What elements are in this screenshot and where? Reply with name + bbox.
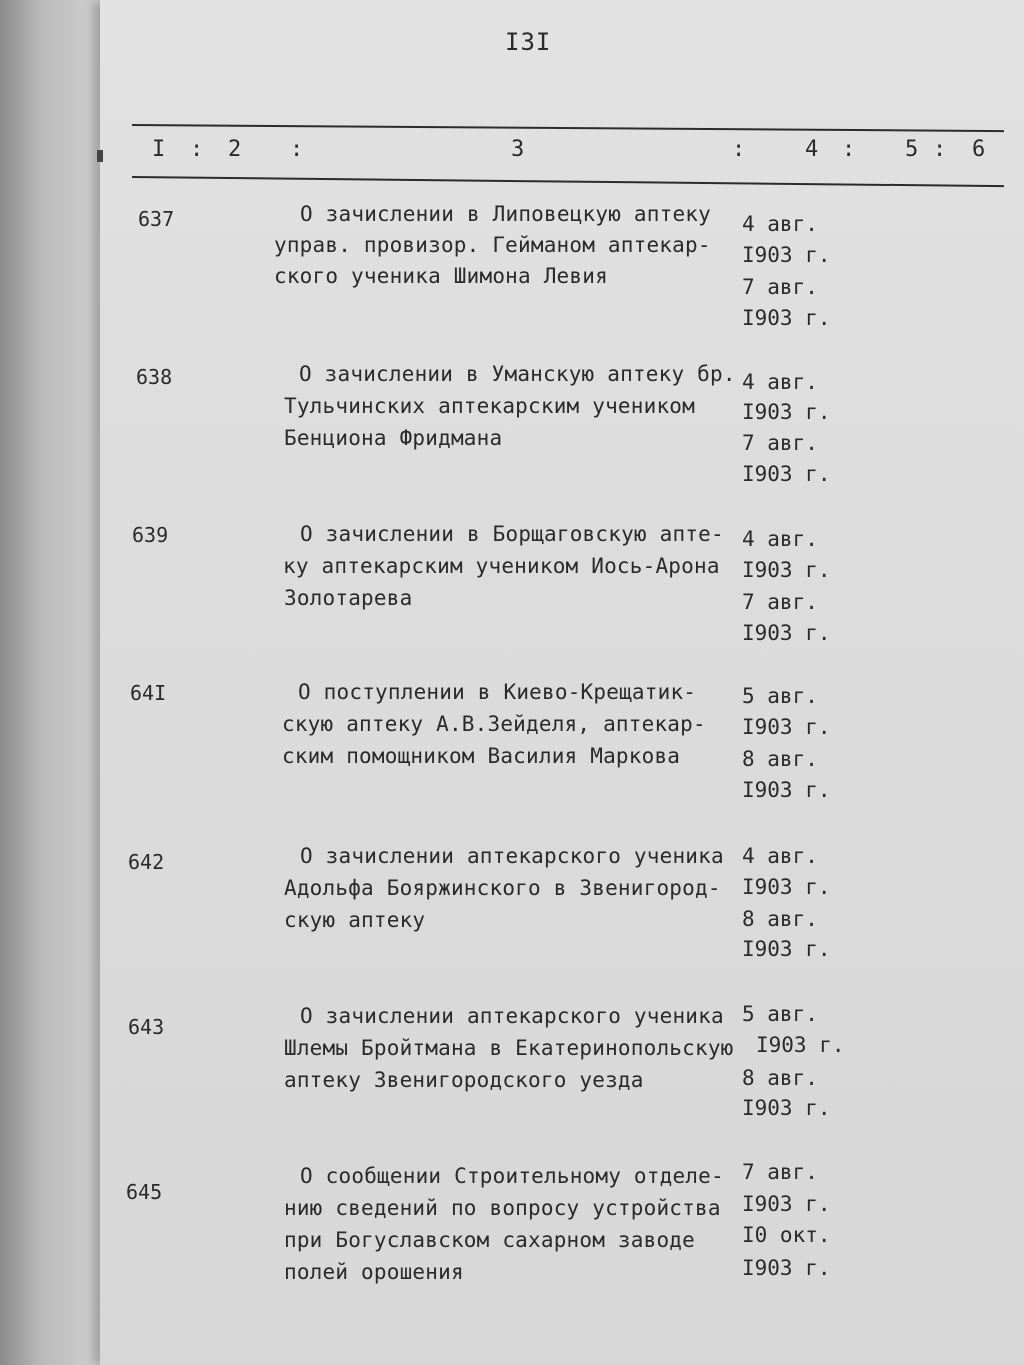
entry-text-line: О сообщении Строительному отделе- — [300, 1164, 724, 1188]
entry-number: 642 — [128, 850, 165, 874]
header-sep-5: : — [933, 137, 947, 162]
entry-text-line: Бенциона Фридмана — [284, 426, 503, 450]
entry-date: I903 г. — [742, 462, 831, 486]
entry-date: 5 авг. — [742, 1002, 818, 1026]
header-col-1: I — [152, 137, 166, 162]
header-col-6: 6 — [972, 137, 986, 162]
entry-text-line: Золотарева — [284, 586, 413, 610]
entry-text-line: ским помощником Василия Маркова — [282, 744, 681, 768]
entry-text-line: нию сведений по вопросу устройства — [284, 1196, 721, 1220]
entry-text-line: О зачислении в Уманскую аптеку бр. — [299, 362, 736, 386]
entry-date: I903 г. — [742, 558, 831, 582]
entry-date: I903 г. — [742, 306, 831, 330]
entry-date: 7 авг. — [742, 1160, 818, 1184]
header-col-3: 3 — [511, 137, 525, 162]
entry-number: 638 — [136, 365, 173, 389]
entry-date: I903 г. — [742, 778, 831, 802]
entry-date: I903 г. — [742, 937, 831, 961]
entry-text-line: О зачислении в Липовецкую аптеку — [300, 202, 711, 226]
entry-date: I903 г. — [742, 1096, 831, 1120]
entry-date: I903 г. — [742, 400, 831, 424]
entry-number: 643 — [128, 1015, 165, 1039]
page-number: I3I — [505, 28, 552, 56]
header-col-2: 2 — [228, 137, 242, 162]
entry-text-line: О зачислении аптекарского ученика — [300, 844, 724, 868]
entry-date: 5 авг. — [742, 684, 818, 708]
entry-number: 637 — [138, 207, 175, 231]
entry-text-line: Адольфа Бояржинского в Звенигород- — [284, 876, 721, 900]
entry-text-line: управ. провизор. Гейманом аптекар- — [274, 233, 711, 257]
entry-date: I0 окт. — [742, 1223, 831, 1247]
entry-date: 8 авг. — [742, 1066, 818, 1090]
entry-text-line: скую аптеку А.В.Зейделя, аптекар- — [282, 712, 706, 736]
entry-text-line: Шлемы Бройтмана в Екатеринопольскую — [284, 1036, 734, 1060]
entry-date: I903 г. — [742, 1192, 831, 1216]
header-sep-4: : — [842, 137, 856, 162]
entry-date: 8 авг. — [742, 907, 818, 931]
entry-number: 639 — [132, 523, 169, 547]
entry-date: 7 авг. — [742, 431, 818, 455]
entry-date: 7 авг. — [742, 590, 818, 614]
header-sep-1: : — [190, 137, 204, 162]
entry-text-line: при Богуславском сахарном заводе — [284, 1228, 695, 1252]
entry-date: I903 г. — [742, 1256, 831, 1280]
header-col-5: 5 — [905, 137, 919, 162]
entry-text-line: О зачислении аптекарского ученика — [300, 1004, 724, 1028]
entry-text-line: О зачислении в Борщаговскую апте- — [300, 522, 724, 546]
entry-number: 645 — [126, 1180, 163, 1204]
entry-number: 64I — [130, 681, 167, 705]
header-col-4: 4 — [805, 137, 819, 162]
entry-date: I903 г. — [756, 1033, 845, 1057]
entry-date: 4 авг. — [742, 844, 818, 868]
entry-date: I903 г. — [742, 621, 831, 645]
entry-date: I903 г. — [742, 243, 831, 267]
entry-date: I903 г. — [742, 875, 831, 899]
entry-date: 4 авг. — [742, 527, 818, 551]
entry-date: 8 авг. — [742, 747, 818, 771]
entry-text-line: полей орошения — [284, 1260, 464, 1284]
entry-text-line: аптеку Звенигородского уезда — [284, 1068, 644, 1092]
entry-date: 4 авг. — [742, 212, 818, 236]
entry-text-line: О поступлении в Киево-Крещатик- — [298, 680, 697, 704]
entry-text-line: ского ученика Шимона Левия — [274, 264, 608, 288]
entry-text-line: скую аптеку — [284, 908, 426, 932]
entry-date: 4 авг. — [742, 370, 818, 394]
header-sep-3: : — [732, 137, 746, 162]
header-sep-2: : — [290, 137, 304, 162]
entry-date: 7 авг. — [742, 275, 818, 299]
entry-text-line: Тульчинских аптекарским учеником — [284, 394, 695, 418]
entry-date: I903 г. — [742, 715, 831, 739]
entry-text-line: ку аптекарским учеником Иось-Арона — [283, 554, 720, 578]
binding-mark — [97, 150, 103, 162]
